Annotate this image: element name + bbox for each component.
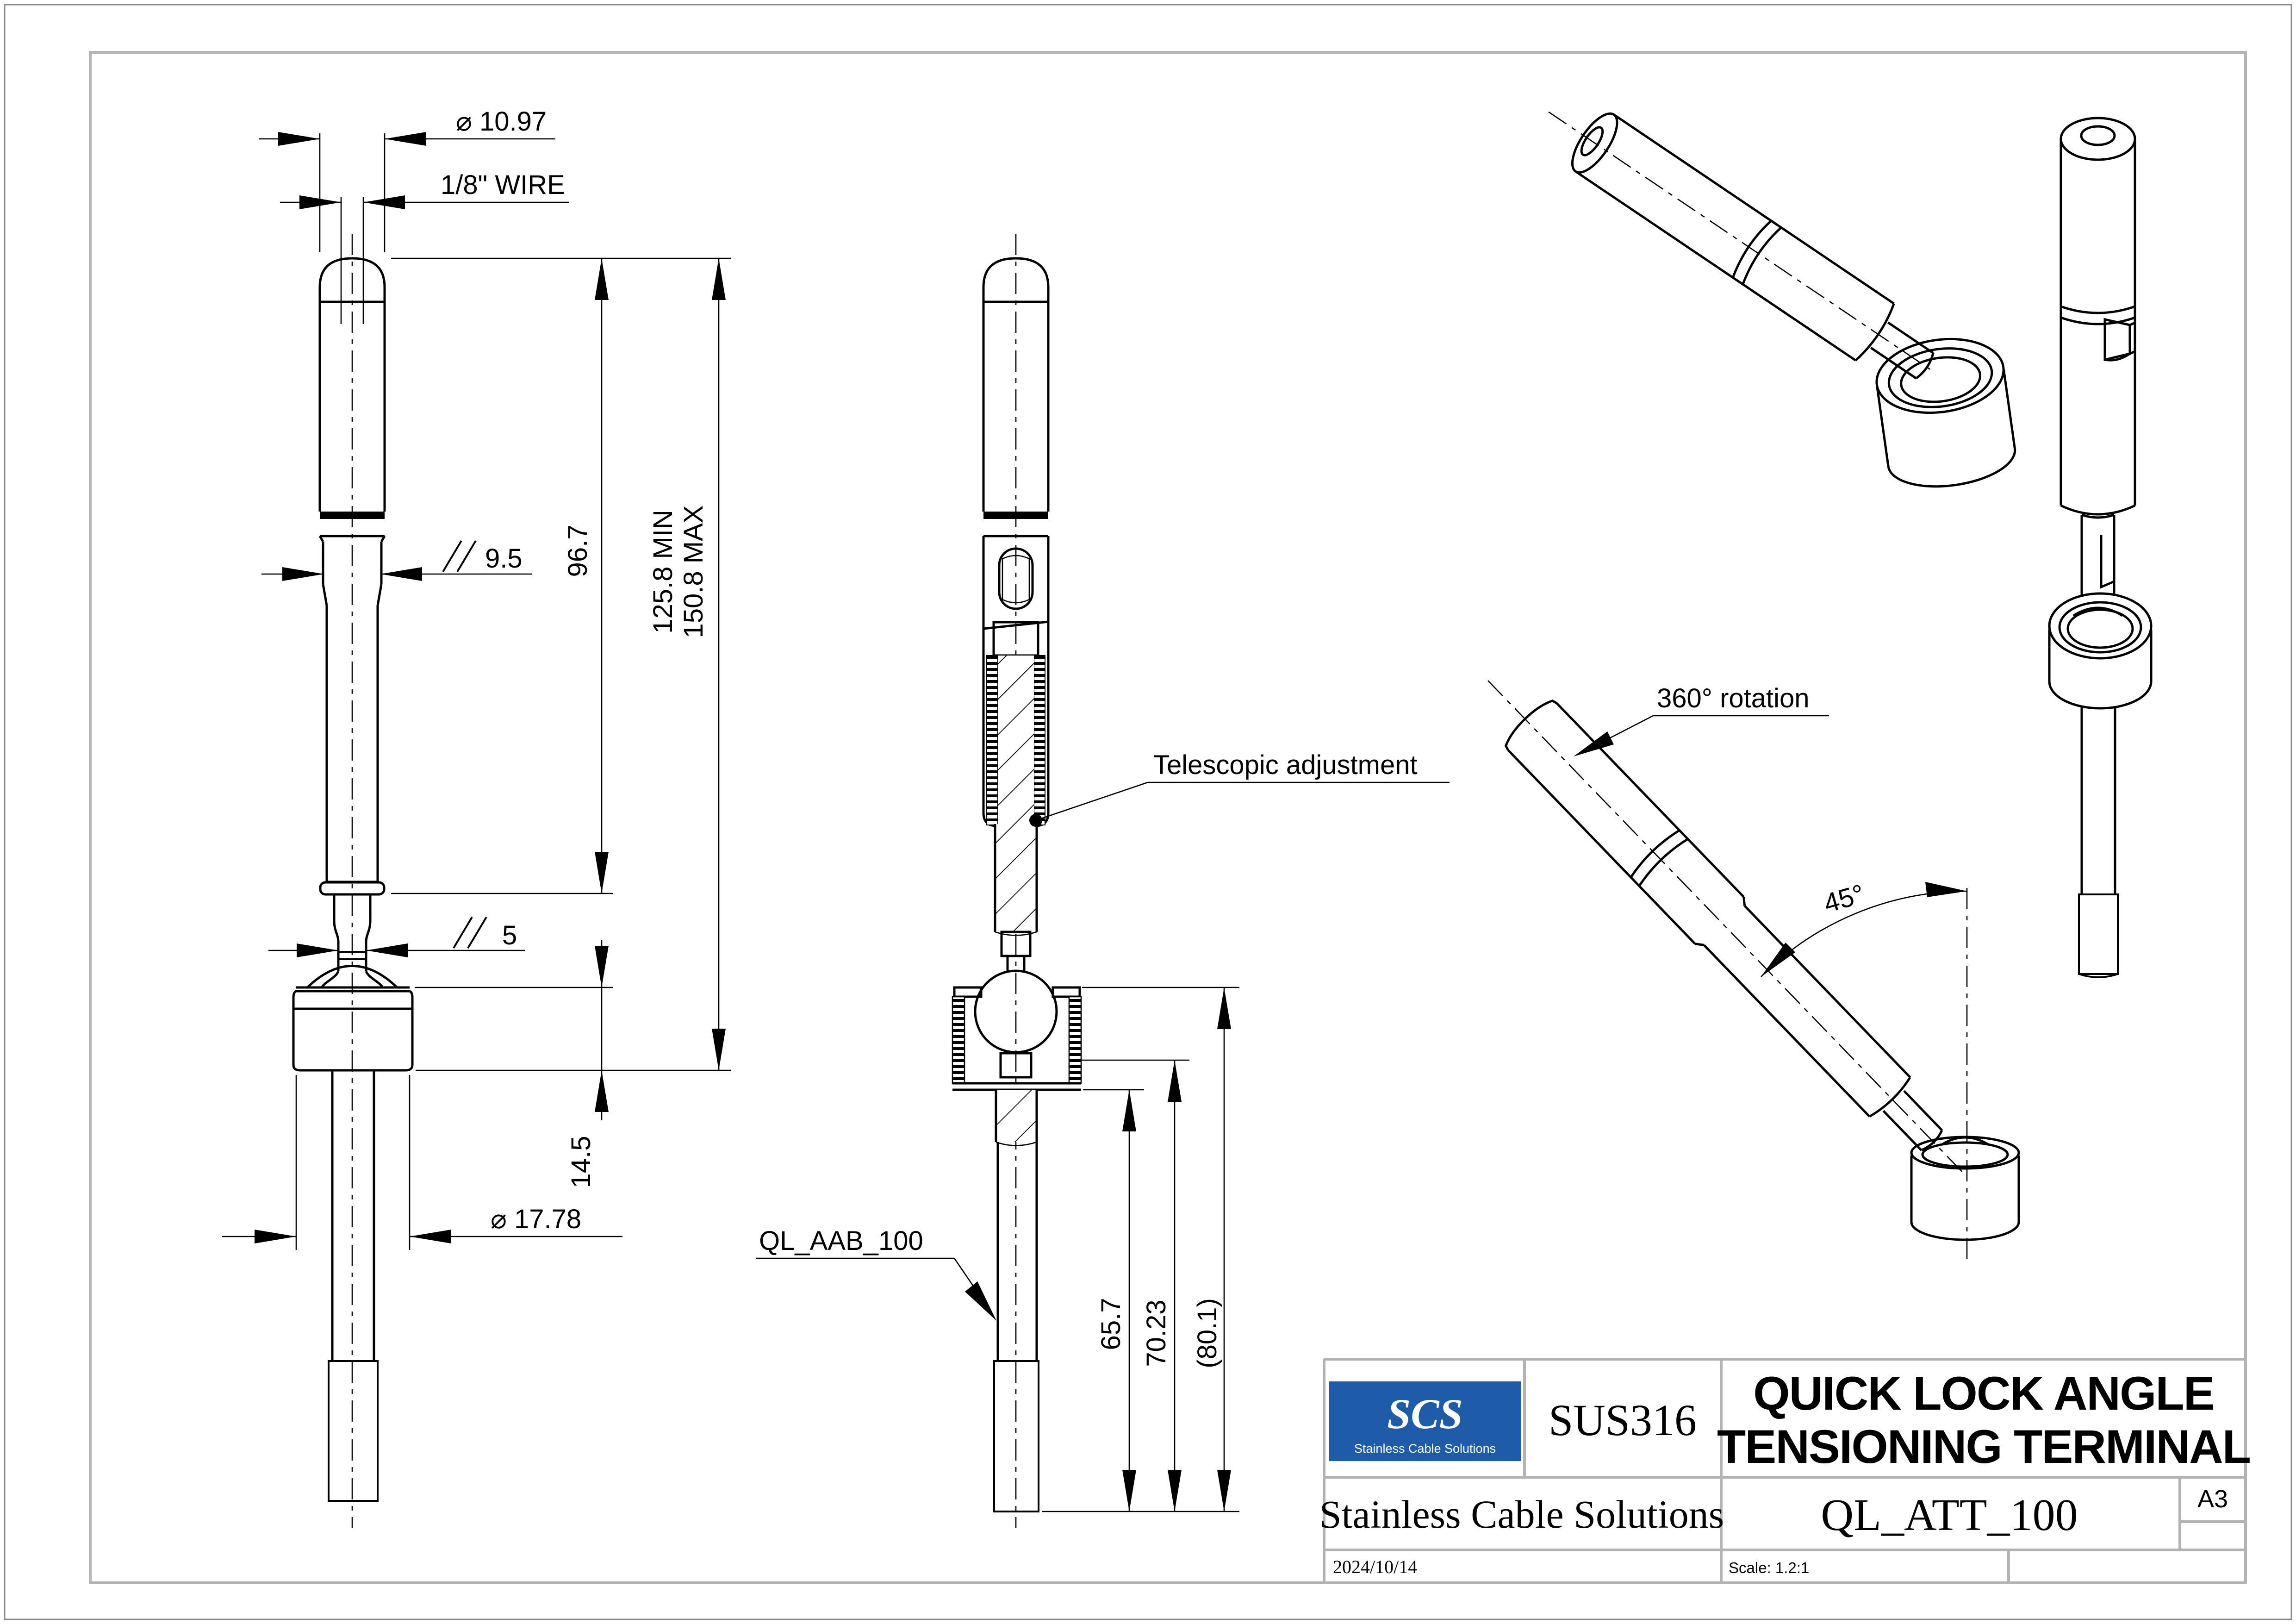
dim-9-5: [261, 541, 532, 581]
title-line-2: TENSIONING TERMINAL: [1717, 1420, 2250, 1473]
dim-96-7: [563, 258, 609, 893]
dim-minmax: [648, 258, 726, 1070]
front-cup: [293, 987, 412, 1070]
dim-65-7: [1083, 1090, 1144, 1512]
parallel-symbol: [454, 917, 472, 948]
front-dimensions: [222, 106, 731, 1250]
front-threads: [329, 1361, 378, 1501]
part-number: QL_ATT_100: [1821, 1490, 2078, 1540]
iso-c-cup: [1911, 1137, 2019, 1240]
logo-acronym: SCS: [1387, 1390, 1463, 1437]
label-telescopic-text: Telescopic adjustment: [1153, 750, 1418, 780]
cup-knurl-right: [1069, 997, 1081, 1083]
section-cup: [952, 987, 1081, 1090]
swage-band: [320, 512, 385, 519]
male-stud-section: [998, 656, 1034, 825]
dim-65-7-text: 65.7: [1096, 1298, 1126, 1350]
scale-text: Scale: 1.2:1: [1729, 1559, 1810, 1576]
logo-tagline: Stainless Cable Solutions: [1354, 1442, 1496, 1455]
iso-a-cup: [1872, 331, 2018, 494]
paper-size: A3: [2197, 1485, 2228, 1513]
dim-5: [268, 917, 525, 957]
drawing-title: [1717, 1367, 2250, 1473]
dim-dia-cup: [222, 1204, 622, 1243]
dim-14-5: [566, 940, 609, 1188]
dim-max-text: 150.8 MAX: [678, 505, 709, 638]
title-block: [1319, 1359, 2250, 1583]
iso-view-45: [1464, 657, 2019, 1264]
dim-96-7-text: 96.7: [563, 525, 593, 577]
dim-45-text: 45°: [1820, 878, 1868, 919]
company-name: Stainless Cable Solutions: [1319, 1492, 1724, 1537]
iso-b-cup: [2049, 593, 2151, 708]
date-text: 2024/10/14: [1333, 1556, 1418, 1577]
iso-b-threads: [2079, 894, 2118, 974]
dim-14-5-text: 14.5: [566, 1136, 596, 1188]
company-logo: [1329, 1381, 1521, 1461]
dim-dia-cup-text: ⌀ 17.78: [491, 1204, 582, 1234]
material-text: SUS316: [1548, 1395, 1697, 1445]
dim-70-23-text: 70.23: [1141, 1299, 1171, 1367]
section-view: [952, 234, 1081, 1528]
internal-thread-right: [1034, 656, 1045, 825]
dim-80-1-text: (80.1): [1192, 1298, 1222, 1368]
iso-view-vertical: [2049, 118, 2151, 977]
label-rotation: [1574, 683, 1829, 756]
dim-dia-body: [259, 106, 555, 146]
dim-wire: [280, 170, 569, 209]
dim-dia-body-text: ⌀ 10.97: [456, 106, 547, 137]
label-rotation-text: 360° rotation: [1657, 683, 1810, 713]
front-view: [293, 197, 412, 1528]
dim-5-text: 5: [502, 920, 517, 950]
iso-view-angled-top: [1530, 84, 2019, 494]
title-line-1: QUICK LOCK ANGLE: [1753, 1367, 2214, 1420]
cup-knurl-left: [952, 997, 964, 1083]
dim-80-1: [1082, 987, 1239, 1512]
dim-min-text: 125.8 MIN: [648, 510, 678, 634]
internal-thread-left: [987, 656, 998, 825]
dim-45: [1761, 879, 1967, 1264]
dim-wire-text: 1/8" WIRE: [441, 170, 565, 200]
parallel-symbol: [443, 541, 461, 572]
label-telescopic: [1029, 750, 1450, 827]
dim-9-5-text: 9.5: [485, 543, 523, 574]
label-part-ref-text: QL_AAB_100: [759, 1226, 923, 1256]
window-cutout: [2105, 319, 2135, 360]
label-part-ref: [756, 1226, 996, 1321]
